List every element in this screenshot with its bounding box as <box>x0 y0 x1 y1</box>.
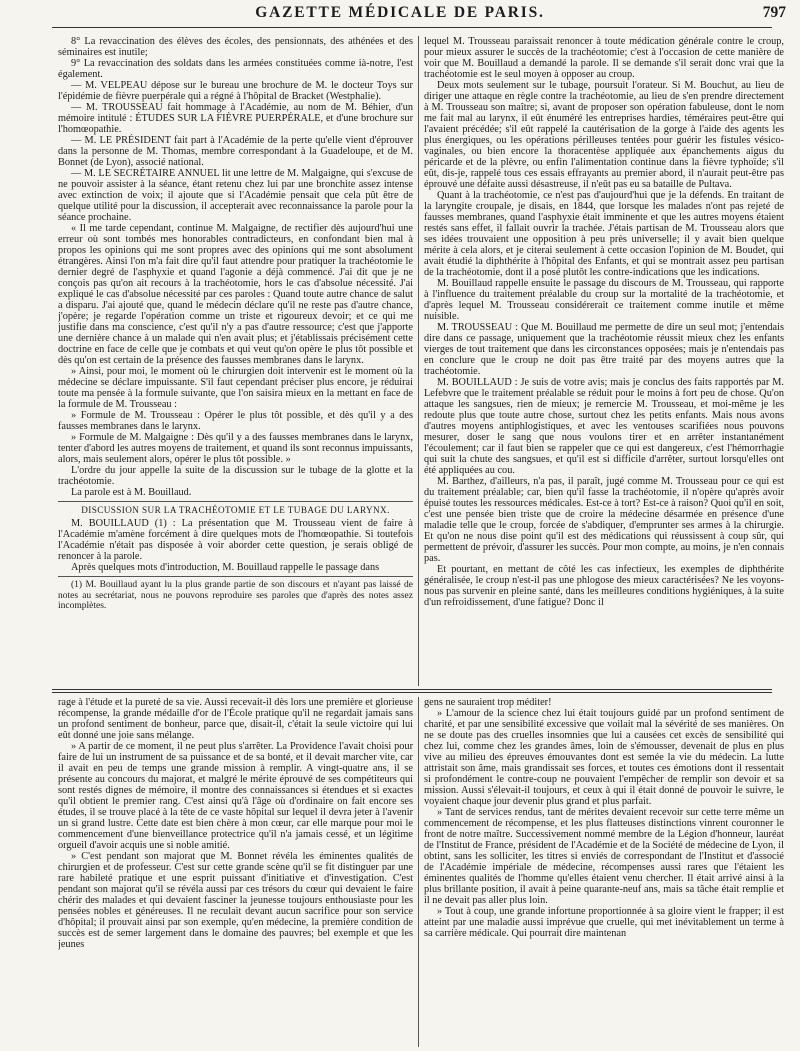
paragraph: — M. LE SECRÉTAIRE ANNUEL lit une lettre de M. Malgaigne, qui s'excuse de ne pouvoir assister à la séance, étant retenu chez lui par une bronchite assez intense avec extinction de voix; il ajoute que si l'Académie pensait que cela pût être de quelque utilité pour la discussion, il accepterait avec reconnaissance la parole pour la séance prochaine. <box>58 168 413 223</box>
paragraph: Quant à la trachéotomie, ce n'est pas d'aujourd'hui que je la défends. En traitant de la laryngite croupale, je disais, en 1844, que lorsque les malades n'ont pas rejeté de fausses membranes, quand l'asphyxie était imminente et que les autres moyens étaient restés sans effet, il fallait ouvrir la trachée. J'étais partisan de M. Trousseau alors que ses idées trouvaient une opposition à peu près universelle; il y avait bien quelque mérite à cela alors, et je citerai seulement à cette occasion l'opinion de M. Boudet, qui avait étudié la diphthérite à l'hôpital des Enfants, et qui se montrait assez peu partisan de la trachéotomie, dont il a posé plutôt les contre-indications que les indications. <box>424 190 784 278</box>
paragraph: M. BOUILLAUD (1) : La présentation que M. Trousseau vient de faire à l'Académie m'amène forcément à dire quelques mots de l'homœopathie. Si toutefois l'Académie n'était pas disposée à voir aborder cette question, je serais obligé de renoncer à la parole. <box>58 518 413 562</box>
paragraph: gens ne sauraient trop méditer! <box>424 697 552 708</box>
bottom-right-column <box>424 697 784 1047</box>
paragraph: » C'est pendant son majorat que M. Bonnet révéla les éminentes qualités de chirurgien et de professeur. C'est sur cette grande scène qu'il se fit distinguer par une rare habileté pratique et une esprit puissant d'initiative et d'investigation. C'est pendant son majorat qu'il se révéla aussi par ces trésors du cœur qui devaient le faire chérir des malades et qui devaient fasciner la jeunesse toujours enthousiaste pour les pensées nobles et généreuses. Il ne reculait devant aucun sacrifice pour son service d'hôpital; il prouvait ainsi par son exemple, qu'en médecine, la première condition de succès est de semer largement dans le domaine des pauvres; bel exemple et que les jeunes <box>58 851 413 950</box>
paragraph: — M. VELPEAU dépose sur le bureau une brochure de M. le docteur Toys sur l'épidémie de fièvre puerpérale qui a régné à l'hôpital de Bracket (Westphalie). <box>58 80 413 102</box>
section-separator <box>52 689 772 690</box>
right-column <box>424 36 784 686</box>
paragraph: M. Barthez, d'ailleurs, n'a pas, il paraît, jugé comme M. Trousseau pour ce qui est du traitement préalable; car, bien qu'il fasse la trachéotomie, il n'opère qu'après avoir épuisé toutes les ressources médicales. Est-ce à tort? Est-ce à raison? Quoi qu'il en soit, c'est une pensée bien triste que de croire la médecine désarmée en présence d'une maladie telle que le croup, forcée de s'abdiquer, d'emprunter ses armes à la chirurgie. Et qu'on ne nous dise point qu'il est des médications qui réussissent à coup sûr, qui permettent de prévoir, d'assurer les succès. Pour mon compte, au moins, je n'en connais pas. <box>424 476 784 564</box>
paragraph: » Ainsi, pour moi, le moment où le chirurgien doit intervenir est le moment où la médecine se déclare impuissante. S'il faut cependant préciser plus encore, je réduirai toute ma pensée à la formule suivante, que l'on saisira mieux en la mettant en face de la formule de M. Trousseau : <box>58 366 413 410</box>
section-separator <box>52 692 772 693</box>
journal-title: GAZETTE MÉDICALE DE PARIS. <box>255 4 545 21</box>
paragraph: » Tant de services rendus, tant de mérites devaient recevoir sur cette terre même un commencement de récompense, et les plus flatteuses distinctions vinrent couronner le front de notre maître. Successivement nommé membre de la Légion d'honneur, lauréat de l'Institut de France, président de l'Académie et de la Société de médecine de Lyon, il obtint, sans les solliciter, les titres si enviés de correspondant de l'Institut et d'associé de l'Académie impériale de médecine, récompenses aussi rares que l'étaient les éminentes qualités de l'homme qu'elles étaient venu chercher. Il était arrivé ainsi à la plus brillante position, il avait à peine quarante-neuf ans, mais sa tâche était remplie et il ne devait pas aller plus loin. <box>424 807 784 906</box>
paragraph: — M. LE PRÉSIDENT fait part à l'Académie de la perte qu'elle vient d'éprouver dans la personne de M. Thomas, membre correspondant à la Guadeloupe, et de M. Bonnet (de Lyon), associé national. <box>58 135 413 168</box>
masthead <box>0 4 800 30</box>
paragraph: Et pourtant, en mettant de côté les cas infectieux, les exemples de diphthérite généralisée, le croup n'est-il pas une phlogose des mieux caractérisées? Ne les voyons-nous pas survenir en pleine santé, dans les meilleures conditions hygiéniques, à la suite d'un refroidissement, d'une fatigue? Donc il <box>424 564 784 608</box>
paragraph: La parole est à M. Bouillaud. <box>71 487 192 498</box>
paragraph: rage à l'étude et la pureté de sa vie. Aussi recevait-il dès lors une première et glorieuse récompense, la grande médaille d'or de l'École pratique qu'il ne regardait jamais sans un profond sentiment de bonheur, parce que, disait-il, c'était la seule victoire qui lui eût donné une joie sans mélange. <box>58 697 413 741</box>
paragraph: Deux mots seulement sur le tubage, poursuit l'orateur. Si M. Bouchut, au lieu de diriger une attaque en règle contre la trachéotomie, au lieu de s'en prendre directement à M. Trousseau son maître; si, avant de proposer son opération fabuleuse, dont le nom me fait mal au larynx, il eût énuméré les entreprises hardies, téméraires peut-être qui l'avaient précédée; s'il eût rappelé la cautérisation de la gorge à l'aide des agents les plus énergiques, ou les opérations périlleuses tentées pour guérir les fistules vésico-vaginales, ou bien encore la thoracentèse appliquée aux épanchements aigus du péricarde et de la plèvre, ou enfin l'alimentation continue dans la fièvre typhoïde; s'il eût, dis-je, rappelé tous ces essais effrayants au premier abord, il n'aurait peut-être pas éprouvé une défaite aussi désastreuse, il n'eût pas eu sa bataille de Pultava. <box>424 80 784 190</box>
footnote-rule <box>58 576 413 577</box>
paragraph: M. Bouillaud rappelle ensuite le passage du discours de M. Trousseau, qui rapporte à l'influence du traitement préalable du croup sur la mortalité de la trachéotomie, et d'après lequel M. Trousseau considérerait ce traitement comme inutile et même nuisible. <box>424 278 784 322</box>
paragraph: M. BOUILLAUD : Je suis de votre avis; mais je conclus des faits rapportés par M. Lefebvre que le traitement préalable se réduit pour le moins à fort peu de chose. Qu'on attaque les sangsues, rien de mieux; je remercie M. Trousseau, et moi-même je les redoute plus que toute autre chose, surtout chez les petits enfants. Mais nous avons d'autres moyens antiphlogistiques, et avec les ventouses scarifiées nous pouvons mesurer, doser le sang que nous voulons tirer et en arrêter instantanément l'écoulement; car il faut bien se rappeler que ce qui est dangereux, c'est l'hémorrhagie qui suit la chute des sangsues, et qu'il est si difficile d'arrêter, surtout lorsqu'elles ont été appliquées au cou. <box>424 377 784 476</box>
paragraph: Après quelques mots d'introduction, M. Bouillaud rappelle le passage dans <box>71 562 380 573</box>
paragraph: » Formule de M. Malgaigne : Dès qu'il y a des fausses membranes dans le larynx, tenter d'abord les autres moyens de traitement, et quand ils sont reconnus impuissants, alors, mais seulement alors, opérer le plus tôt possible. » <box>58 432 413 465</box>
page-number: 797 <box>762 4 786 21</box>
column-divider <box>418 36 419 686</box>
paragraph: » A partir de ce moment, il ne peut plus s'arrêter. La Providence l'avait choisi pour faire de lui un instrument de sa puissance et de sa bonté, et il devait marcher vite, car il avait en peu de temps une grande mission à remplir. A vingt-quatre ans, il se présente au concours du majorat, et malgré le mérite éprouvé de ses compétiteurs qui sont restés dignes de mémoire, il montre des connaissances si étendues et si exactes qu'il obtient le premier rang. C'est ainsi qu'à l'âge où d'ordinaire on fait encore ses études, il se trouve placé à la tête de ce vaste hôpital sur lequel il devra jeter à l'avenir un si grand lustre. Cette date est bien chère à mon cœur, car elle marque pour moi le commencement d'une bienveillance protectrice qu'il n'a jamais cessé, et un légitime orgueil d'avoir acquis une si noble amitié. <box>58 741 413 851</box>
header-rule <box>52 27 772 28</box>
paragraph: L'ordre du jour appelle la suite de la discussion sur le tubage de la glotte et la trachéotomie. <box>58 465 413 487</box>
paragraph: 9° La revaccination des soldats dans les armées constituées comme ià-notre, l'est également. <box>58 58 413 80</box>
footnote: (1) M. Bouillaud ayant lu la plus grande partie de son discours et n'ayant pas laissé de notes au secrétariat, nous ne pouvons reproduire ses paroles que d'après des notes assez incomplètes. <box>58 580 413 612</box>
bottom-left-column <box>58 697 413 1047</box>
column-divider <box>418 697 419 1047</box>
paragraph: 8° La revaccination des élèves des écoles, des pensionnats, des athénées et des séminaires est inutile; <box>58 36 413 58</box>
left-column <box>58 36 413 686</box>
paragraph: » Tout à coup, une grande infortune proportionnée à sa gloire vient le frapper; il est atteint par une maladie aussi imprévue que cruelle, qui met inévitablement un terme à sa carrière médicale. Qui pourrait dire maintenan <box>424 906 784 939</box>
section-title: DISCUSSION SUR LA TRACHÉOTOMIE ET LE TUBAGE DU LARYNX. <box>81 505 390 515</box>
paragraph: « Il me tarde cependant, continue M. Malgaigne, de rectifier dès aujourd'hui une erreur où sont tombés mes honorables contradicteurs, en confondant bien mal à propos les opinions qui me sont propres avec des opinions qui me sont absolument étrangères. Ainsi l'on m'a fait dire qu'il faut attendre pour pratiquer la trachéotomie le dernier degré de l'asphyxie et quand l'agonie a déjà commencé. J'ai dit que je ne conçois pas qu'on ait recours à la trachéotomie, hors le cas d'absolue nécessité. J'ai expliqué le cas d'absolue nécessité par ces paroles : Quand toute autre chance de salut a disparu. J'ai ajouté que, quand le médecin déclare qu'il ne reste pas d'autre chance, j'opère; je regarde l'opération comme un triste et rigoureux devoir; et ce qui me justifie dans ma conscience, c'est qu'il n'y a pas d'autre ressource; c'est que j'apporte une dernière chance à un malade qui n'en avait plus; et j'établissais précisément cette doctrine en face de celle que je combats et qui veut qu'on opère le plus tôt possible et dès qu'on est certain de la présence des fausses membranes dans le larynx. <box>58 223 413 366</box>
paragraph: M. TROUSSEAU : Que M. Bouillaud me permette de dire un seul mot; j'entendais dire dans ce passage, uniquement que la trachéotomie réussit mieux chez les enfants vierges de tout traitement que dans les circonstances opposées; mais je n'entendais pas en conclure que le croup ne doit pas être traité par des moyens autres que la trachéotomie. <box>424 322 784 377</box>
section-rule <box>58 501 413 502</box>
paragraph: — M. TROUSSEAU fait hommage à l'Académie, au nom de M. Béhier, d'un mémoire intitulé : ÉTUDES SUR LA FIÈVRE PUERPÉRALE, et d'une brochure sur l'homœopathie. <box>58 102 413 135</box>
paragraph: lequel M. Trousseau paraissait renoncer à toute médication générale contre le croup, pour mieux assurer le succès de la trachéotomie; c'est à l'occasion de cette manière de voir que M. Bouillaud a demandé la parole. Il se demande s'il serait donc vrai que la trachéotomie est le seul moyen à opposer au croup. <box>424 36 784 80</box>
paragraph: » L'amour de la science chez lui était toujours guidé par un profond sentiment de charité, et par une sensibilité excessive que voilait mal la sévérité de ses manières. On ne se doute pas des cruelles insomnies que lui a causées cet excès de sensibilité qui chez lui, comme chez les grandes âmes, loin de s'émousser, devenait de plus en plus vive au milieu des épreuves émouvantes dont est semée la vie du médecin. La lutte attristait son âme, mais grandissait ses forces, et toutes ces émotions dont il ressentait si profondément le contre-coup ne pouvaient l'empêcher de remplir son devoir et sa mission. Aussi s'élevait-il toujours, et ceux à qui il était donné de pouvoir le suivre, le voyaient chaque jour devenir plus grand et plus parfait. <box>424 708 784 807</box>
paragraph: » Formule de M. Trousseau : Opérer le plus tôt possible, et dès qu'il y a des fausses membranes dans le larynx. <box>58 410 413 432</box>
